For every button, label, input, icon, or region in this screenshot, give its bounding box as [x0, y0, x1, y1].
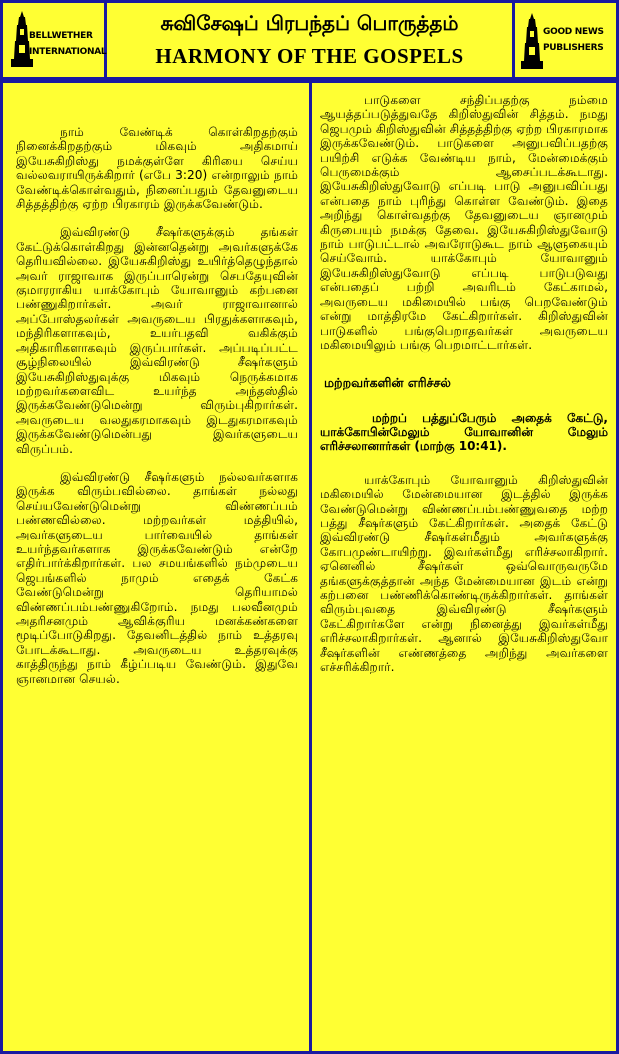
paragraph: யாக்கோபும் யோவானும் கிறிஸ்துவின் மகிமையில் மேன்மையான இடத்தில் இருக்க வேண்டுமென்று விண்ணப்பம்பண்ணுவதை மற்ற பத்து சீஷர்களும் கேட்கிறார்கள். அதைக் கேட்டு இவ்விரண்டு சீஷர்கள்மீதும் அவர்களுக்கு கோபமுண்டாயிற்று. இவர்கள்மீது எரிச்சலாகிறார். ஏனெனில் சீஷர்கள் ஒவ்வொருவருமே தங்களுக்குத்தான் அந்த மேன்மையான இடம் என்று கற்பனை பண்ணிக்கொண்டிருக்கிறார்கள். தாங்கள் விரும்புவதை இவ்விரண்டு சீஷர்களும் கேட்கிறார்களே என்று நினைத்து இவர்கள்மீது எரிச்சலாகிறார்கள். ஆனால் இயேசுகிறிஸ்துவோ சீஷர்களின் எண்ணத்தை அறிந்து அவர்களை எச்சரிக்கிறார். — [320, 472, 608, 674]
right-column — [309, 80, 619, 1054]
paragraph: பாடுகளை சந்திப்பதற்கு நம்மை ஆயத்தப்படுத்துவதே கிறிஸ்துவின் சித்தம். நமது ஜெபமும் கிறிஸ்துவின் சித்தத்திற்கு ஏற்ற பிரகாரமாக இருக்கவேண்டும். பாடுகளை அனுபவிப்பதற்கு பயிற்சி எடுக்க வேண்டிய நாம், மேன்மைக்கும் பெருமைக்கும் ஆசைப்படக்கூடாது. இயேசுகிறிஸ்துவோடு எப்படி பாடு அனுபவிப்பது என்பதை நாம் புரிந்து கொள்ள வேண்டும். இதை அறிந்து கொள்வதற்கு தேவனுடைய ஞானமும் கிருபையும் நமக்கு தேவை. இயேசுகிறிஸ்துவோடு நாம் பாடுபட்டால் அவரோடுகூட நாம் ஆளுகையும் செய்வோம். யாக்கோபும் யோவானும் இயேசுகிறிஸ்துவோடு எப்படி பாடுபடுவது என்பதைப் பற்றி அவரிடம் கேட்காமல், அவருடைய மகிமையில் பங்கு பெறவேண்டும் என்று மாத்திரமே கேட்கிறார்கள். கிறிஸ்துவின் பாடுகளில் பங்குபெறாதவர்கள் அவருடைய மகிமையிலும் பங்கு பெறமாட்டார்கள். — [320, 93, 608, 352]
publisher-logo-right — [512, 3, 616, 77]
paragraph: இவ்விரண்டு சீஷர்களுக்கும் தங்கள் கேட்டுக்கொள்கிறது இன்னதென்று அவர்களுக்கே தெரியவில்லை. இயேசுகிறிஸ்து உயிர்த்தெழுந்தால் அவர் ராஜாவாக இருப்பாரென்று செபதேயுவின் குமாரராகிய யாக்கோபும் யோவானும் கற்பனை பண்ணுகிறார்கள். அவர் ராஜாவானால் அப்போஸ்தலர்கள் அவருடைய பிரதுக்களாகவும், மந்திரிகளாகவும், உயர்பதவி வகிக்கும் அதிகாரிகளாகவும் இருப்பார்கள். அப்படிப்பட்ட சூழ்நிலையில் இவ்விரண்டு சீஷர்களும் இயேசுகிறிஸ்துவுக்கு மிகவும் நெருக்கமாக மற்றவர்களைவிட உயர்ந்த அந்தஸ்தில் இருக்கவேண்டுமென்று விரும்புகிறார்கள். அவருடைய வலதுகரமாகவும் இடதுகரமாகவும் இருக்கவேண்டுமென்பது இவர்களுடைய விருப்பம். — [16, 225, 298, 456]
publisher-logo-left — [3, 3, 107, 77]
section-heading: மற்றவர்களின் எரிச்சல் — [324, 375, 451, 391]
logo-right-line2: PUBLISHERS — [543, 43, 604, 53]
paragraph: நாம் வேண்டிக் கொள்கிறதற்கும் நினைக்கிறதற்கும் மிகவும் அதிகமாய் இயேசுகிறிஸ்து நமக்குள்ளே கிரியை செய்ய வல்லவராயிருக்கிறார் (எபே 3:20) என்றாலும் நாம் வேண்டிக்கொள்வதும், நினைப்பதும் தேவனுடைய சித்தத்திற்கு ஏற்ற பிரகாரம் இருக்கவேண்டும். — [16, 125, 298, 212]
title-block — [107, 3, 512, 77]
logo-left-line1: BELLWETHER — [29, 31, 93, 41]
scripture-quote: மற்றப் பத்துப்பேரும் அதைக் கேட்டு, யாக்கோபின்மேலும் யோவானின் மேலும் எரிச்சலானார்கள் (மாற்கு 10:41). — [320, 410, 608, 453]
tower-icon — [521, 13, 543, 69]
left-column — [0, 80, 312, 1054]
page-title-tamil: சுவிசேஷப் பிரபந்தப் பொருத்தம் — [160, 11, 459, 35]
logo-left-line2: INTERNATIONAL — [29, 47, 107, 57]
page-header — [0, 0, 619, 80]
page-title-english: HARMONY OF THE GOSPELS — [155, 44, 464, 68]
left-column-body — [16, 125, 298, 700]
paragraph: இவ்விரண்டு சீஷர்களும் நல்லவர்களாக இருக்க விரும்பவில்லை. தாங்கள் நல்லது செய்யவேண்டுமென்று விண்ணப்பம் பண்ணவில்லை. மற்றவர்கள் மத்தியில், அவர்களுடைய பார்வையில் தாங்கள் உயர்ந்தவர்களாக இருக்கவேண்டும் என்றே எதிர்பார்க்கிறார்கள். பல சமயங்களில் நம்முடைய ஜெபங்களில் நாமும் எதைக் கேட்க வேண்டுமென்று தெரியாமல் விண்ணப்பம்பண்ணுகிறோம். நமது பலவீனமும் அதரிசனமும் ஆவிக்குரிய மனக்கண்களை மூடிப்போடுகிறது. தேவனிடத்தில் நாம் உத்தரவு போடக்கூடாது. அவருடைய உத்தரவுக்கு காத்திருந்து நாம் கீழ்ப்படிய வேண்டும். இதுவே ஞானமான செயல். — [16, 469, 298, 686]
logo-right-line1: GOOD NEWS — [543, 27, 604, 37]
right-column-body — [320, 93, 608, 688]
